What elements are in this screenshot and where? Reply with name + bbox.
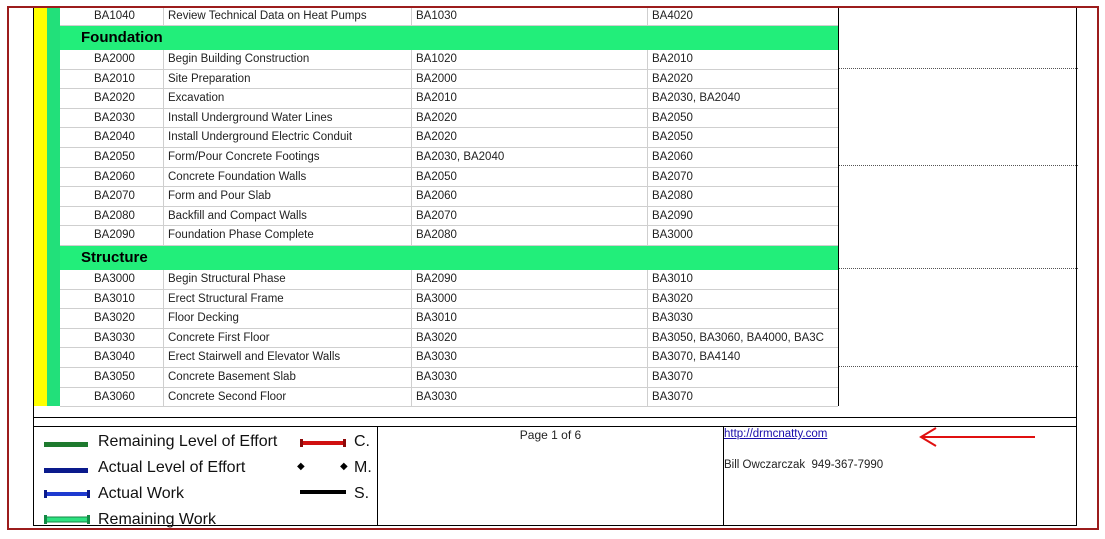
gantt-divider xyxy=(839,68,1078,69)
activity-id: BA2020 xyxy=(60,89,164,108)
activity-name: Form/Pour Concrete Footings xyxy=(164,148,412,167)
table-row[interactable] xyxy=(60,309,838,329)
activity-name: Concrete Second Floor xyxy=(164,388,412,407)
activity-id: BA2040 xyxy=(60,128,164,147)
activity-id: BA3040 xyxy=(60,348,164,367)
legend xyxy=(34,427,378,526)
table-row[interactable] xyxy=(60,70,838,90)
successors: BA2030, BA2040 xyxy=(652,92,741,105)
predecessors: BA2090 xyxy=(412,270,648,289)
footer-center xyxy=(378,427,724,526)
successors: BA2060 xyxy=(652,150,693,163)
diamond-icon: ◆ xyxy=(297,461,305,472)
activity-name: Install Underground Water Lines xyxy=(164,109,412,128)
successors: BA3030 xyxy=(652,312,693,325)
successors: BA3020 xyxy=(652,292,693,305)
successors: BA3070 xyxy=(652,370,693,383)
summary-swatch xyxy=(300,490,346,494)
group-header-foundation[interactable]: Foundation xyxy=(60,26,838,50)
legend-summary: S. xyxy=(354,485,370,502)
group-header-structure[interactable]: Structure xyxy=(60,246,838,270)
successors: BA3000 xyxy=(652,229,693,242)
actual-loe-swatch xyxy=(44,468,88,473)
author-contact: Bill Owczarczak 949-367-7990 xyxy=(724,459,884,471)
successors: BA2010 xyxy=(652,53,693,65)
website-link[interactable]: http://drmcnatty.com xyxy=(724,428,828,440)
outline-bar-level2 xyxy=(47,8,60,406)
activity-id: BA2080 xyxy=(60,207,164,226)
gantt-area xyxy=(838,8,1077,406)
arrow-left-icon xyxy=(918,427,1036,447)
predecessors: BA2020 xyxy=(412,109,648,128)
table-row[interactable] xyxy=(60,148,838,168)
table-row[interactable] xyxy=(60,329,838,349)
table-row[interactable] xyxy=(60,89,838,109)
activity-name: Concrete First Floor xyxy=(164,329,412,348)
gantt-divider xyxy=(839,165,1078,166)
activity-name: Foundation Phase Complete xyxy=(164,226,412,245)
schedule-sheet xyxy=(33,8,1077,418)
legend-remaining-loe: Remaining Level of Effort xyxy=(98,433,278,450)
outline-bar-level1 xyxy=(34,8,47,406)
diamond-icon: ◆ xyxy=(340,461,348,472)
legend-milestone: M. xyxy=(354,459,372,476)
table-row[interactable] xyxy=(60,348,838,368)
activity-name: Concrete Foundation Walls xyxy=(164,168,412,187)
predecessors: BA2050 xyxy=(412,168,648,187)
predecessors: BA2030, BA2040 xyxy=(412,148,648,167)
activity-id: BA2060 xyxy=(60,168,164,187)
activity-id: BA2090 xyxy=(60,226,164,245)
table-row[interactable] xyxy=(60,128,838,148)
successors: BA3050, BA3060, BA4000, BA3C xyxy=(652,331,824,344)
activity-name: Concrete Basement Slab xyxy=(164,368,412,387)
activity-name: Floor Decking xyxy=(164,309,412,328)
page-number: Page 1 of 6 xyxy=(519,428,582,442)
activity-name: Site Preparation xyxy=(164,70,412,89)
report-frame xyxy=(7,6,1099,530)
predecessors: BA2080 xyxy=(412,226,648,245)
successors: BA2020 xyxy=(652,72,693,85)
successors: BA3070 xyxy=(652,390,693,403)
predecessors: BA3030 xyxy=(412,348,648,367)
activity-name: Form and Pour Slab xyxy=(164,187,412,206)
predecessors: BA3030 xyxy=(412,388,648,407)
gantt-divider xyxy=(839,366,1078,367)
predecessors: BA3020 xyxy=(412,329,648,348)
legend-actual-work: Actual Work xyxy=(98,485,184,502)
activity-id: BA2030 xyxy=(60,109,164,128)
table-row[interactable] xyxy=(60,207,838,227)
predecessors: BA3000 xyxy=(412,290,648,309)
successors: BA2090 xyxy=(652,209,693,222)
activity-id: BA2070 xyxy=(60,187,164,206)
gantt-divider xyxy=(839,268,1078,269)
predecessors: BA2070 xyxy=(412,207,648,226)
table-row[interactable] xyxy=(60,290,838,310)
activity-name: Review Technical Data on Heat Pumps xyxy=(164,8,412,25)
successors: BA2050 xyxy=(652,111,693,124)
legend-critical: C. xyxy=(354,433,370,450)
activity-id: BA3050 xyxy=(60,368,164,387)
table-row[interactable] xyxy=(60,50,838,70)
activity-table xyxy=(60,8,838,407)
table-row[interactable] xyxy=(60,8,838,26)
remaining-work-swatch xyxy=(44,515,90,525)
successors: BA4020 xyxy=(652,10,693,22)
actual-work-swatch xyxy=(44,489,90,499)
predecessors: BA2060 xyxy=(412,187,648,206)
critical-swatch xyxy=(300,438,346,448)
activity-name: Excavation xyxy=(164,89,412,108)
predecessors: BA2020 xyxy=(412,128,648,147)
activity-name: Begin Building Construction xyxy=(164,50,412,69)
activity-name: Install Underground Electric Conduit xyxy=(164,128,412,147)
table-row[interactable] xyxy=(60,226,838,246)
successors: BA2070 xyxy=(652,170,693,183)
table-row[interactable] xyxy=(60,168,838,188)
table-row[interactable] xyxy=(60,187,838,207)
table-row[interactable] xyxy=(60,270,838,290)
activity-name: Begin Structural Phase xyxy=(164,270,412,289)
table-row[interactable] xyxy=(60,368,838,388)
legend-actual-loe: Actual Level of Effort xyxy=(98,459,246,476)
table-row[interactable] xyxy=(60,388,838,408)
successors: BA2080 xyxy=(652,190,693,203)
successors: BA2050 xyxy=(652,131,693,144)
activity-id: BA3060 xyxy=(60,388,164,407)
predecessors: BA1030 xyxy=(412,8,648,25)
table-row[interactable] xyxy=(60,109,838,129)
activity-id: BA3010 xyxy=(60,290,164,309)
predecessors: BA2010 xyxy=(412,89,648,108)
activity-id: BA3000 xyxy=(60,270,164,289)
predecessors: BA2000 xyxy=(412,70,648,89)
remaining-loe-swatch xyxy=(44,442,88,447)
activity-id: BA2050 xyxy=(60,148,164,167)
legend-remaining-work: Remaining Work xyxy=(98,511,216,528)
activity-name: Erect Structural Frame xyxy=(164,290,412,309)
activity-id: BA2010 xyxy=(60,70,164,89)
activity-id: BA3030 xyxy=(60,329,164,348)
activity-name: Erect Stairwell and Elevator Walls xyxy=(164,348,412,367)
activity-name: Backfill and Compact Walls xyxy=(164,207,412,226)
predecessors: BA3030 xyxy=(412,368,648,387)
predecessors: BA3010 xyxy=(412,309,648,328)
predecessors: BA1020 xyxy=(412,50,648,69)
activity-id: BA3020 xyxy=(60,309,164,328)
activity-id: BA2000 xyxy=(60,50,164,69)
activity-id: BA1040 xyxy=(60,8,164,25)
successors: BA3010 xyxy=(652,272,693,285)
successors: BA3070, BA4140 xyxy=(652,351,741,364)
